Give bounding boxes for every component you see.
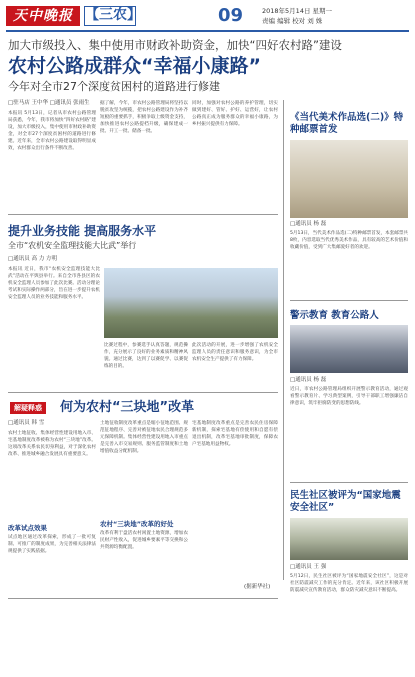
soldier-photo	[290, 518, 408, 560]
explain-source: (据新华社)	[244, 584, 271, 590]
explain-body-left: 农村土地征收、集体经营性建设用地入市、宅基地制度改革被称为农村“三块地”改革。这项改革关系农民切身利益，对于深化农村改革、推进城乡融合发展具有重要意义。	[8, 431, 96, 457]
section-divider-2	[8, 392, 278, 393]
lead-body-col2: 据了解，今年，市农村公路管理局将坚持以脱贫攻坚为统揽，把农村公路建设作为补齐短板的重要抓手，积极争取上级资金支持，加快推进农村公路提档升级，确保建成一批、开工一批、储备一批。	[100, 101, 188, 134]
skills-byline: □通讯员 高 力 方明	[8, 256, 57, 262]
explain-subheading-left: 改革试点效果	[8, 524, 47, 532]
column-divider	[283, 100, 284, 580]
police-title: 警示教育 教育公路人	[290, 310, 379, 321]
explain-body-middle-lower: 改革有利于盘活农村闲置土地资源，增加农民财产性收入，促进城乡要素平等交换和公共资源均衡配置。	[100, 531, 188, 550]
skills-headline: 提升业务技能 提高服务水平	[8, 224, 157, 238]
section-divider	[8, 214, 278, 215]
soldier-byline: □通讯员 王 强	[290, 564, 327, 570]
sidebar-divider-2	[290, 482, 408, 483]
tractor-photo	[104, 268, 278, 338]
soldier-title: 民生社区被评为“国家地震安全社区”	[290, 490, 401, 513]
police-byline: □通讯员 杨 磊	[290, 377, 327, 383]
skills-deck: 全市“农机安全监理技能大比武”举行	[8, 241, 137, 250]
police-body: 近日，市农村公路管理局组织开展警示教育活动，通过观看警示教育片、学习典型案例，引导干部职工增强廉洁自律意识，筑牢拒腐防变的思想防线。	[290, 387, 408, 406]
section-name: 【三农】	[84, 6, 136, 26]
lead-headline: 农村公路成群众“幸福小康路”	[8, 55, 261, 77]
lead-deck: 今年对全市27个深度贫困村的道路进行修建	[8, 80, 220, 93]
stamp-byline: □通讯员 杨 磊	[290, 221, 327, 227]
lead-byline: □驻马店 王中华 □通讯员 张雨生	[8, 100, 90, 106]
stamp-photo	[290, 140, 408, 218]
skills-body-left: 本报讯 近日，我市“农机安全监理技能大比武”活动在平舆县举行。来自全市各县区的农机安全监理人员参加了此次比赛。活动分理论考试和实际操作两部分，旨在进一步提升农机安全监理人员的业务技能和服务水平。	[8, 267, 100, 300]
lead-body-col3: 同时，加强对农村公路的养护管理，切实做到建好、管好、护好、运营好，让农村公路真正成为服务群众的幸福小康路，为乡村振兴提供有力保障。	[192, 101, 278, 127]
masthead-rule	[6, 30, 409, 32]
bottom-rule	[8, 598, 278, 599]
lead-body-col1: 本报讯 5月13日，记者从市农村公路管理局获悉，今年，我市将加快“四好农村路”建设，加大市级投入，集中使用市财政补助资金，对全市27个深度贫困村的道路进行修建。近年来，全市农村公路建设取得明显成效，农村群众出行条件不断改善。	[8, 111, 96, 151]
police-photo	[290, 325, 408, 373]
explain-tag: 解疑释惑	[10, 402, 46, 414]
issue-date: 2018年5月14日 星期一	[262, 7, 333, 15]
lead-kicker: 加大市级投入、集中使用市财政补助资金，加快“四好农村路”建设	[8, 38, 342, 52]
newspaper-logo: 天中晚报	[6, 6, 80, 26]
page-number: 09	[218, 5, 244, 26]
explain-headline: 何为农村“三块地”改革	[60, 400, 195, 415]
stamp-body: 5月13日，当代美术作品选(二)特种邮票首发，本套邮票共8枚，内容选取当代优秀美术作品，具有较高的艺术价值和收藏价值，受到广大集邮爱好者的欢迎。	[290, 231, 408, 250]
sidebar-divider	[290, 300, 408, 301]
editor-credits: 责编 编辑 校对 刘 姝	[262, 17, 323, 25]
soldier-body: 5月12日，民生社区被评为“国家地震安全社区”，这是对社区防震减灾工作的充分肯定。近年来，该社区积极开展防震减灾宣传教育活动，群众防灾减灾意识不断提高。	[290, 574, 408, 593]
explain-byline: □通讯员 韩 雪	[8, 420, 45, 426]
skills-body-middle: 比赛过程中，参赛选手认真答题，规范操作，充分展示了良好的业务素质和精神风貌。通过比赛，达到了以赛促学、以赛促练的目的。	[104, 343, 188, 369]
skills-body-right: 此次活动的开展，进一步增强了农机安全监理人员的责任意识和服务意识，为全市农机安全生产提供了有力保障。	[192, 343, 278, 362]
explain-subheading-middle: 农村“三块地”改革的好处	[100, 520, 174, 528]
stamp-article-title: 《当代美术作品选(二)》特种邮票首发	[290, 112, 404, 135]
explain-body-right: 宅基地制度改革重点是完善农民住房保障新机制，探索宅基地有偿使用和自愿有偿退出机制，改革宅基地审批制度，保障农户宅基地用益物权。	[192, 421, 278, 447]
explain-body-left-lower: 试点地区通过改革探索，形成了一批可复制、可推广的制度成果，为完善相关法律法规提供了实践依据。	[8, 535, 96, 554]
explain-body-middle: 土地征收制度改革重点是缩小征地范围、规范征地程序、完善对被征地农民合理规范多元保障机制。集体经营性建设用地入市重点是完善入市交易规则、服务监管制度和土地增值收益分配机制。	[100, 421, 188, 454]
